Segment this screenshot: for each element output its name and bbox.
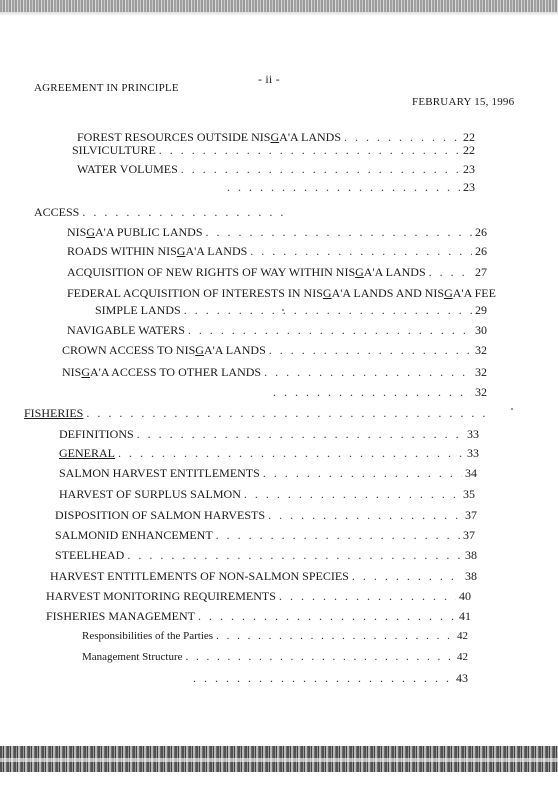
title-part: ROADS WITHIN NIS: [67, 244, 177, 258]
title-part: NIS: [67, 225, 87, 239]
toc-page-number: 33: [467, 427, 479, 441]
toc-entry-title: FISHERIES MANAGEMENT: [46, 609, 196, 623]
dot-leader: [188, 323, 472, 338]
toc-subentry-responsibilities[interactable]: [82, 630, 468, 642]
dot-leader: [269, 343, 472, 358]
toc-entry-steelhead[interactable]: [55, 548, 477, 563]
toc-page-number: 23: [463, 162, 475, 176]
toc-page-number: 22: [463, 130, 475, 144]
toc-entry-salmonid-enhancement[interactable]: [55, 528, 475, 543]
toc-page-number: 42: [457, 651, 468, 663]
toc-entry-title: HARVEST OF SURPLUS SALMON: [59, 487, 241, 501]
toc-subentry-management-structure[interactable]: [82, 651, 468, 663]
title-underlined-letter: G: [195, 343, 204, 357]
title-part: FOREST RESOURCES OUTSIDE NIS: [77, 130, 271, 144]
scan-top-fade: [0, 12, 558, 16]
dot-leader: [352, 569, 462, 584]
title-part: ACQUISITION OF NEW RIGHTS OF WAY WITHIN NIS: [67, 265, 356, 279]
toc-page-number: 29: [475, 303, 487, 317]
title-part: A'A FEE: [452, 286, 496, 300]
dot-leader: [159, 143, 460, 158]
toc-entry-simple-lands[interactable]: [95, 303, 487, 318]
toc-entry-title: WATER VOLUMES: [77, 162, 178, 176]
toc-entry-title: [67, 225, 203, 240]
toc-page-number: 42: [457, 630, 468, 642]
toc-section-access[interactable]: [34, 205, 294, 220]
dot-leader: [181, 162, 460, 177]
toc-entry-title: NAVIGABLE WATERS: [67, 323, 185, 337]
section-title: ACCESS: [34, 205, 80, 219]
title-part: A'A LANDS: [185, 244, 248, 258]
toc-entry-fisheries-management[interactable]: [46, 609, 471, 624]
toc-entry-title: SALMON HARVEST ENTITLEMENTS: [59, 466, 260, 480]
title-underlined-letter: G: [322, 286, 332, 300]
title-part: A'A LANDS: [203, 343, 266, 357]
header-document-title: AGREEMENT IN PRINCIPLE: [34, 82, 179, 94]
toc-entry-title: HARVEST ENTITLEMENTS OF NON-SALMON SPECIES: [50, 569, 349, 583]
toc-page-number: 30: [475, 323, 487, 337]
dot-leader: [184, 303, 472, 318]
toc-entry-title: [67, 286, 496, 301]
toc-entry-harvest-non-salmon[interactable]: [50, 569, 477, 584]
toc-entry-navigable-waters[interactable]: [67, 323, 487, 338]
dot-leader: [137, 427, 464, 442]
toc-page-number: 22: [463, 143, 475, 157]
toc-entry-silviculture[interactable]: [72, 143, 475, 158]
header-page-number: - ii -: [258, 72, 280, 86]
toc-entry-harvest-surplus-salmon[interactable]: [59, 487, 475, 502]
toc-page-number: 23: [463, 180, 475, 194]
scan-speck: [282, 309, 284, 311]
toc-page-number: 33: [467, 446, 479, 460]
toc-entry-disposition-salmon-harvests[interactable]: [55, 508, 477, 523]
dot-leader: [264, 365, 472, 380]
toc-page-number: 34: [465, 466, 477, 480]
dot-leader: [227, 180, 460, 195]
toc-entry-roads-within[interactable]: [67, 244, 487, 259]
title-part: FEDERAL ACQUISITION OF INTERESTS IN NIS: [67, 286, 323, 300]
toc-entry-harvest-monitoring[interactable]: [46, 589, 471, 604]
toc-page-number: 41: [459, 609, 471, 623]
title-underlined-letter: G: [81, 365, 91, 379]
toc-page-number: 26: [475, 244, 487, 258]
toc-entry-title: STEELHEAD: [55, 548, 125, 562]
dot-leader: [279, 589, 456, 604]
scan-speck: [511, 408, 513, 410]
dot-leader: [86, 406, 491, 421]
toc-section-fisheries[interactable]: [24, 406, 494, 421]
dot-leader: [206, 225, 472, 240]
toc-entry-title: [62, 343, 266, 358]
toc-page-number: 43: [456, 671, 468, 685]
toc-page-number: 32: [475, 385, 487, 399]
toc-entry-title: [67, 265, 426, 280]
toc-entry-title: GENERAL: [59, 446, 115, 460]
title-part: A'A ACCESS TO OTHER LANDS: [90, 365, 262, 379]
toc-entry-title: Responsibilities of the Parties: [82, 630, 214, 642]
toc-entry-nisgaa-access-other-lands[interactable]: [62, 365, 487, 380]
toc-page-number: 37: [465, 508, 477, 522]
dot-leader: [244, 487, 460, 502]
dot-leader: [118, 446, 464, 461]
title-underlined-letter: G: [270, 130, 280, 144]
title-part: A'A PUBLIC LANDS: [95, 225, 203, 239]
dot-leader: [273, 385, 472, 400]
toc-entry-title: [62, 365, 261, 380]
toc-entry-title: [67, 244, 247, 259]
toc-entry-salmon-harvest-entitlements[interactable]: [59, 466, 477, 481]
toc-page-number: 40: [459, 589, 471, 603]
scan-bottom-streak: [0, 758, 558, 762]
toc-page-number: 26: [475, 225, 487, 239]
dot-leader: [216, 528, 460, 543]
dot-leader: [186, 651, 455, 663]
toc-entry-continuation: [224, 180, 475, 195]
toc-page-number: 32: [475, 365, 487, 379]
toc-entry-nisgaa-public-lands[interactable]: [67, 225, 487, 240]
toc-entry-federal-acquisition[interactable]: [67, 286, 495, 301]
title-part: A'A LANDS: [279, 130, 341, 144]
dot-leader: [429, 265, 472, 280]
title-underlined-letter: G: [444, 286, 453, 300]
header-date: FEBRUARY 15, 1996: [412, 96, 515, 108]
toc-page-number: 32: [475, 343, 487, 357]
toc-entry-title: SILVICULTURE: [72, 143, 156, 157]
dot-leader: [193, 671, 453, 686]
toc-entry-definitions[interactable]: [59, 427, 479, 442]
dot-leader: [198, 609, 456, 624]
dot-leader: [250, 244, 472, 259]
toc-entry-continuation: [270, 385, 487, 400]
toc-entry-acquisition-rights-of-way[interactable]: [67, 265, 487, 280]
title-underlined-letter: G: [176, 244, 186, 258]
toc-page-number: 38: [465, 548, 477, 562]
toc-entry-title: Management Structure: [82, 651, 183, 663]
dot-leader: [216, 630, 454, 642]
toc-entry-title: SALMONID ENHANCEMENT: [55, 528, 213, 542]
title-part: NIS: [62, 365, 82, 379]
toc-entry-title: DEFINITIONS: [59, 427, 134, 441]
toc-entry-title: HARVEST MONITORING REQUIREMENTS: [46, 589, 276, 603]
toc-page-number: 35: [463, 487, 475, 501]
toc-page-number: 27: [475, 265, 487, 279]
title-underlined-letter: G: [86, 225, 96, 239]
toc-entry-water-volumes[interactable]: [77, 162, 475, 177]
toc-page-number: 38: [465, 569, 477, 583]
toc-entry-title: DISPOSITION OF SALMON HARVESTS: [55, 508, 266, 522]
title-part: A'A LANDS AND NIS: [331, 286, 445, 300]
toc-page-number: 37: [463, 528, 475, 542]
toc-entry-continuation: [190, 671, 468, 686]
toc-entry-crown-access[interactable]: [62, 343, 487, 358]
title-part: A'A LANDS: [363, 265, 426, 279]
dot-leader: [263, 466, 462, 481]
title-underlined-letter: G: [355, 265, 364, 279]
dot-leader: [127, 548, 462, 563]
section-title: FISHERIES: [24, 406, 84, 420]
dot-leader: [268, 508, 462, 523]
title-part: CROWN ACCESS TO NIS: [62, 343, 196, 357]
scan-top-border: [0, 0, 558, 12]
toc-entry-title: SIMPLE LANDS: [95, 303, 181, 317]
dot-leader: [82, 205, 291, 220]
toc-entry-general[interactable]: [59, 446, 479, 461]
